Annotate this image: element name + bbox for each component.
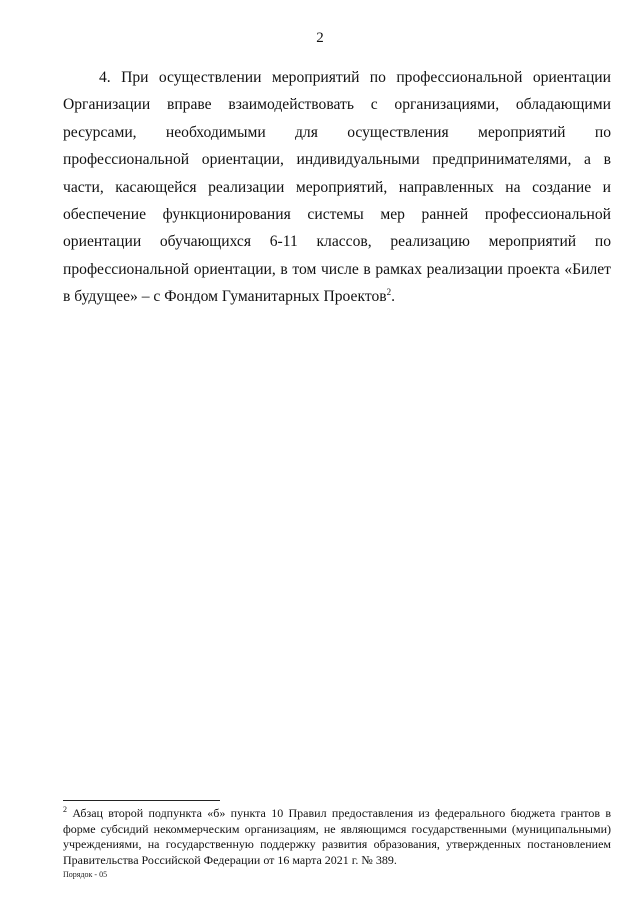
footnote-reference[interactable]: 2 [386,287,392,298]
footnote-text: Абзац второй подпункта «б» пункта 10 Правил предоставления из федерального бюджета грантов в форме субсидий некоммерческим организациям, не являющимся государственными (муниципальными) учреждениями, на государственную поддержку развития образования, утвержденных постановлением Правительства Российской Федерации от 16 марта 2021 г. № 389. [63,806,612,867]
footnote-marker: 2 [63,805,67,814]
paragraph-end-punctuation: . [391,288,396,306]
paragraph-text: 4. При осуществлении мероприятий по профессиональной ориентации Организации вправе взаимодействовать с организациями, обладающими ресурсами, необходимыми для осуществления мероприятий по профессиональной ориентации, индивидуальными предпринимателями, а в части, касающейся реализации мероприятий, направленных на создание и обеспечение функционирования системы мер ранней профессиональной ориентации обучающихся 6-11 классов, реализацию мероприятий по профессиональной ориентации, в том числе в рамках реализации проекта «Билет в будущее» – с Фондом Гуманитарных Проектов [63,69,611,306]
page-number: 2 [316,30,324,46]
footnote-separator [63,800,220,801]
document-code: Порядок - 05 [63,870,108,879]
footnote [63,806,611,868]
main-paragraph [63,64,611,311]
